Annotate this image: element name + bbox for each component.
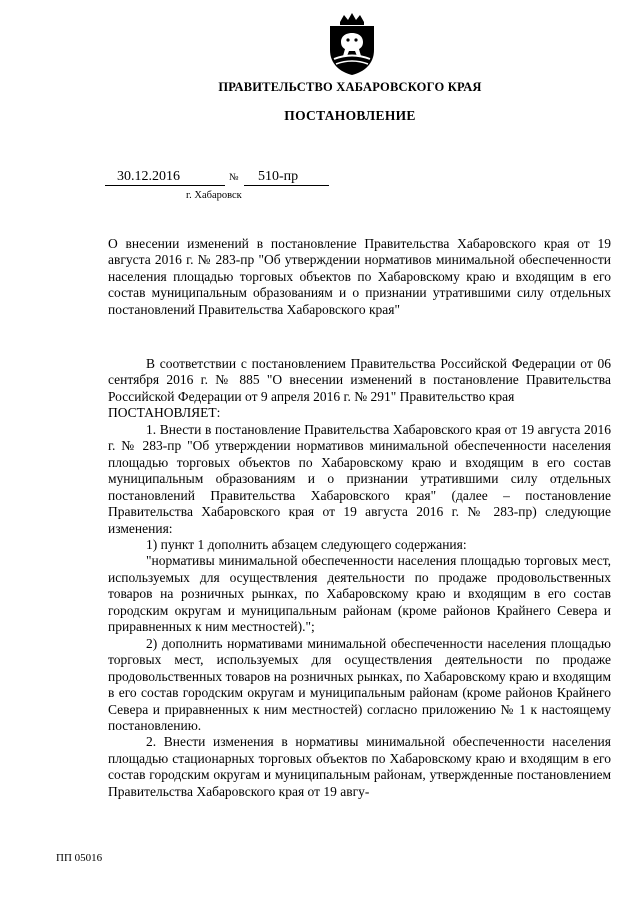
item-1-2-paragraph: 2) дополнить нормативами минимальной обеспеченности населения площадью торговых мест, используемых для осуществления деятельности по продаже продовольственных товаров на розничных рынках, по Хабаровскому краю и входящим в его состав городским округам и муниципальным районам (кроме районов Крайнего Севера и приравненных к ним местностей) согласно приложению № 1 к настоящему постановлению. [108, 635, 611, 733]
document-body [108, 356, 611, 800]
organization-title: ПРАВИТЕЛЬСТВО ХАБАРОВСКОГО КРАЯ [218, 80, 482, 94]
document-meta-line [0, 168, 640, 188]
item-1-paragraph: 1. Внести в постановление Правительства Хабаровского края от 19 августа 2016 г. № 283-пр "Об утверждении нормативов минимальной обеспеченности населения площадью торговых объектов по Хабаровскому краю и входящим в его состав муниципальным образованиям и о признании утратившими силу отдельных постановлений Правительства Хабаровского края" (далее – постановление Правительства Хабаровского края от 19 августа 2016 г. № 283-пр) следующие изменения: [108, 421, 611, 536]
document-number: 510-пр [244, 168, 329, 186]
item-1-1-quote-paragraph: "нормативы минимальной обеспеченности населения площадью торговых мест, используемых для осуществления деятельности по продаже продовольственных товаров на розничных рынках, по Хабаровскому краю и входящим в его состав городским округам и муниципальным районам (кроме районов Крайнего Севера и приравненных к ним местностей)."; [108, 553, 611, 635]
document-city: г. Хабаровск [186, 190, 242, 201]
document-subject: О внесении изменений в постановление Правительства Хабаровского края от 19 августа 2016 г. № 283-пр "Об утверждении нормативов минимальной обеспеченности населения площадью торговых объектов по Хабаровскому краю и входящим в его состав муниципальным образованиям и о признании утратившими силу отдельных постановлений Правительства Хабаровского края" [108, 236, 611, 317]
item-1-1-paragraph: 1) пункт 1 дополнить абзацем следующего содержания: [146, 536, 467, 552]
document-type-title: ПОСТАНОВЛЕНИЕ [284, 108, 416, 123]
document-date: 30.12.2016 [105, 168, 225, 186]
item-2-paragraph: 2. Внести изменения в нормативы минимальной обеспеченности населения площадью стационарных торговых объектов по Хабаровскому краю и входящим в его состав городским округам и муниципальным районам, утвержденные постановлением Правительства Хабаровского края от 19 авгу- [108, 734, 611, 799]
preamble-paragraph: В соответствии с постановлением Правительства Российской Федерации от 06 сентября 2016 г. № 885 "О внесении изменений в постановление Правительства Российской Федерации от 9 апреля 2016 г. № 291" Правительство края [108, 356, 611, 404]
number-sign: № [229, 172, 239, 183]
decree-word: ПОСТАНОВЛЯЕТ: [108, 405, 221, 421]
document-code: ПП 05016 [56, 852, 103, 864]
coat-of-arms-icon [326, 12, 378, 76]
